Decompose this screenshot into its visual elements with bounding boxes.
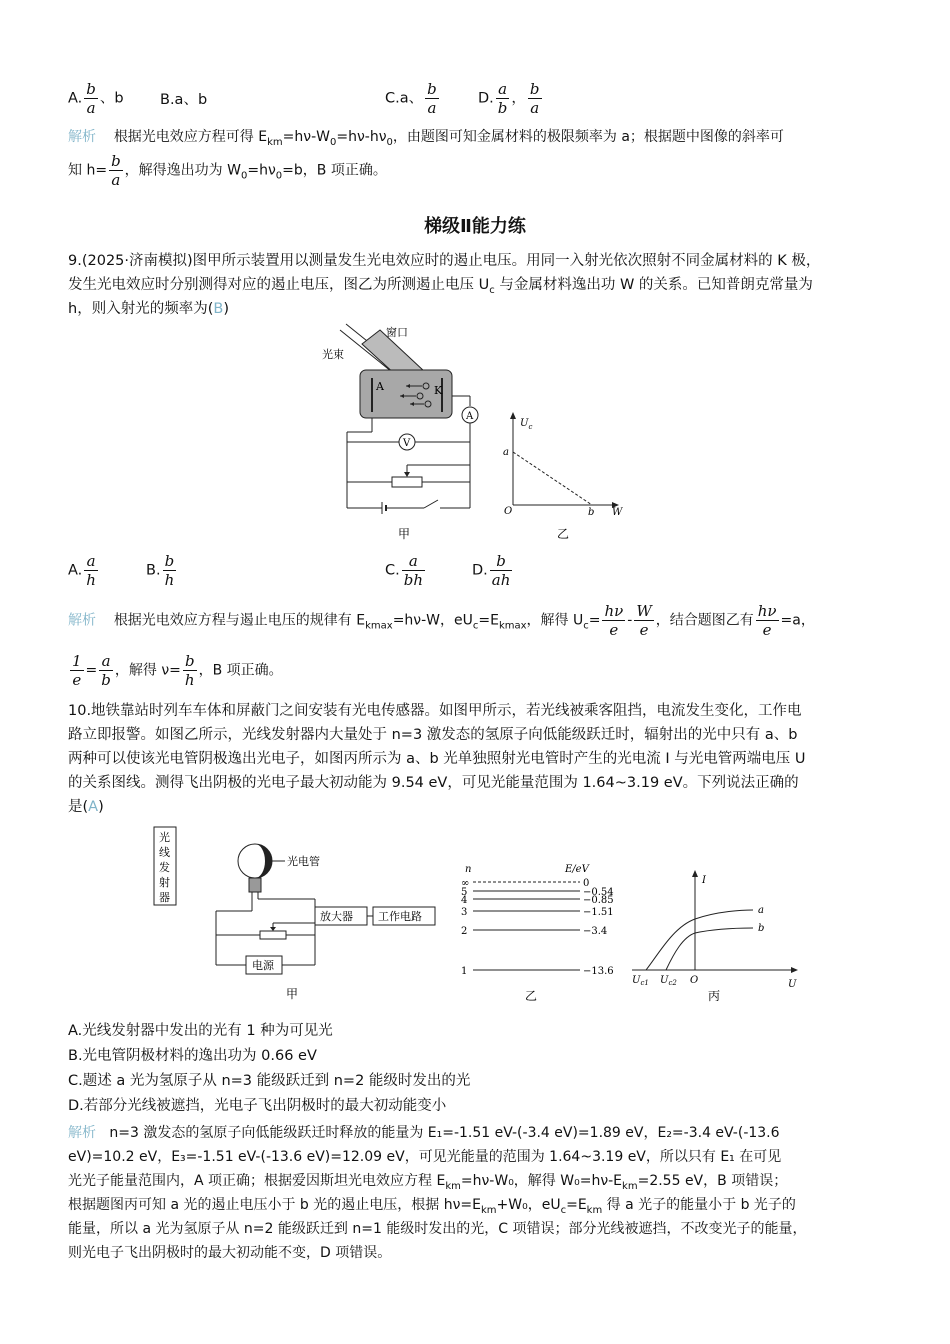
energy-level-n: 5 (461, 887, 468, 898)
q9-option-d: D. $\frac{b}{ah}$ (472, 552, 511, 589)
fig-label-voltmeter: V (403, 438, 411, 449)
energy-level-e: 0 (583, 878, 590, 889)
svg-text:I: I (702, 875, 706, 886)
q10-explanation-line1: 解析 n=3 激发态的氢原子向低能级跃迁时释放的能量为 E₁=-1.51 eV-(-3.4 eV)=1.89 eV，E₂=-3.4 eV-(-13.6 (68, 1125, 780, 1141)
svg-text:发: 发 (159, 861, 170, 874)
q10-stem-line4: 的关系图线。测得飞出阴极的光电子最大初动能为 9.54 eV，可见光能量范围为 1.64~3.19 eV。下列说法正确的 (68, 775, 799, 791)
q10-option-a: A.光线发射器中发出的光有 1 种为可见光 (68, 1023, 333, 1039)
q10-stem-line2: 路立即报警。如图乙所示，光线发射器内大量处于 n=3 激发态的氢原子向低能级跃迁时，辐射出的光中只有 a、b (68, 727, 798, 743)
q10-explanation-line6: 则光电子飞出阴极时的最大初动能不变，D 项错误。 (68, 1245, 392, 1261)
q8-option-d: D. $\frac{a}{b}$ ， $\frac{b}{a}$ (478, 80, 540, 117)
q10-explanation-line2: eV)=10.2 eV，E₃=-1.51 eV-(-13.6 eV)=12.09 eV，可见光能量的范围为 1.64~3.19 eV，所以只有 E₁ 在可见 (68, 1149, 782, 1165)
q10-option-d: D.若部分光线被遮挡，光电子飞出阴极时的最大初动能变小 (68, 1098, 447, 1114)
energy-level-n: 2 (461, 926, 468, 937)
q10-figure-circuit (150, 823, 440, 1005)
q9-option-a: A. $\frac{a}{h}$ (68, 552, 96, 589)
graph-label-b: b (588, 507, 595, 518)
q9-option-c: C. $\frac{a}{bh}$ (385, 552, 423, 589)
energy-level-e: −13.6 (583, 966, 614, 977)
fig-caption-yi: 乙 (557, 527, 570, 541)
graph-origin: O (504, 506, 513, 517)
fig-label-amp: 放大器 (320, 910, 353, 923)
energy-level-e: −3.4 (583, 926, 608, 937)
q9-option-b: B. $\frac{b}{h}$ (146, 552, 175, 589)
svg-text:n: n (465, 864, 472, 875)
energy-level-n: 4 (461, 895, 468, 906)
fig-label-beam: 光束 (322, 348, 344, 361)
svg-text:光: 光 (159, 831, 170, 844)
fig-caption-yi-2: 乙 (525, 989, 538, 1003)
q9-figure-apparatus (320, 322, 490, 544)
q8-option-a: A. $\frac{b}{a}$ 、b (68, 80, 124, 117)
energy-level-n: ∞ (461, 878, 470, 889)
q10-stem-line5: 是(A) (68, 799, 104, 815)
svg-text:射: 射 (159, 876, 170, 889)
fig-label-ammeter: A (466, 411, 474, 422)
energy-level-e: −0.54 (583, 887, 614, 898)
fig-label-power: 电源 (252, 959, 274, 972)
q10-answer: A (88, 799, 99, 815)
q8-option-c: C.a、 $\frac{b}{a}$ (385, 80, 437, 117)
q10-stem-line3: 两种可以使该光电管阴极逸出光电子，如图丙所示为 a、b 光单独照射光电管时产生的光电流 I 与光电管两端电压 U (68, 751, 806, 767)
q8-explanation-line1: 解析 根据光电效应方程可得 $E_{km}=h\nu-W_0=h\nu-h\nu_0$，由题图可知金属材料的极限频率为 a；根据题中图像的斜率可 (68, 129, 784, 148)
q9-figure-graph (500, 408, 630, 544)
q9-explanation-line2: $\frac{1}{e}$ = $\frac{a}{b}$ ，解得 ν= $\frac{b}{h}$ ，B 项正确。 (72, 652, 283, 689)
q8-explanation-line2: 知 h= $\frac{b}{a}$ ，解得逸出功为 $W_0=h\nu_0=b$，B 项正确。 (68, 152, 387, 189)
q10-explanation-line3: 光光子能量范围内，A 项正确；根据爱因斯坦光电效应方程 $E_{km}=h\nu-W_0$，解得 $W_0=h\nu-E_{km}=2.55$ eV，B 项错误； (68, 1173, 788, 1192)
fig-caption-jia-2: 甲 (286, 987, 299, 1001)
graph-label-a: a (503, 447, 509, 458)
q10-stem-line1: 10.地铁靠站时列车车体和屏蔽门之间安装有光电传感器。如图甲所示，若光线被乘客阻挡，电流发生变化，工作电 (68, 703, 802, 719)
fig-caption-jia: 甲 (398, 527, 411, 541)
q8-option-b: B.a、b (160, 92, 208, 108)
svg-text:U: U (788, 979, 797, 990)
svg-text:Uc1: $U_{c1}$ (632, 975, 649, 987)
curve-label-b: b (758, 923, 765, 934)
svg-text:Uc2: $U_{c2}$ (660, 975, 677, 987)
q9-stem-line2: 发生光电效应时分别测得对应的遏止电压，图乙为所测遏止电压 $U_c$ 与金属材料逸出功 W 的关系。已知普朗克常量为 (68, 277, 813, 296)
q9-stem-line3: h，则入射光的频率为(B) (68, 301, 229, 317)
curve-a (646, 910, 753, 970)
svg-text:O: O (690, 975, 699, 986)
q10-option-b: B.光电管阴极材料的逸出功为 0.66 eV (68, 1048, 317, 1064)
fig-label-window: 窗口 (386, 326, 408, 339)
q10-explanation-line5: 能量，所以 a 光为氢原子从 n=2 能级跃迁到 n=1 能级时发出的光，C 项错误；部分光线被遮挡，不改变光子的能量， (68, 1221, 807, 1237)
fig-label-work: 工作电路 (378, 910, 422, 923)
q10-figure-iu-curve (628, 865, 803, 1005)
svg-text:线: 线 (159, 846, 170, 859)
q10-option-c: C.题述 a 光为氢原子从 n=3 能级跃迁到 n=2 能级时发出的光 (68, 1073, 471, 1089)
energy-level-n: 3 (461, 907, 468, 918)
fig-label-A: A (376, 380, 384, 393)
energy-level-n: 1 (461, 966, 468, 977)
q9-explanation-line1: 解析 根据光电效应方程与遏止电压的规律有 $E_{kmax}=h\nu-W$，$eU_c=E_{kmax}$，解得 $U_c=$ $\frac{h\nu}{e}$ - $\frac{W}{e}$ ，结合题图乙有 $\frac{h\nu}{e}$ =a， (68, 602, 815, 639)
svg-text:器: 器 (159, 891, 170, 904)
fig-caption-bing: 丙 (708, 989, 721, 1003)
q10-figure-energy-levels (455, 860, 620, 1005)
q10-explanation-line4: 根据题图丙可知 a 光的遏止电压小于 b 光的遏止电压，根据 $h\nu=E_{km}+W_0$，$eU_c=E_{km}$ 得 a 光子的能量小于 b 光子的 (68, 1197, 796, 1216)
q9-stem-line1: 9.(2025·济南模拟)图甲所示装置用以测量发生光电效应时的遏止电压。用同一入射光依次照射不同金属材料的 K 极， (68, 253, 821, 269)
svg-text:Uc: $U_c$ (520, 418, 533, 431)
graph-label-W: W (612, 507, 623, 518)
fig-label-tube: 光电管 (287, 855, 320, 868)
fig-label-K: K (434, 384, 443, 397)
energy-level-e: −1.51 (583, 907, 614, 918)
curve-label-a: a (758, 905, 764, 916)
q9-answer: B (213, 301, 224, 317)
svg-text:E/eV: E/eV (565, 864, 589, 875)
energy-level-e: −0.85 (583, 895, 614, 906)
section-title: 梯级Ⅱ能力练 (424, 216, 526, 237)
curve-b (666, 928, 753, 970)
